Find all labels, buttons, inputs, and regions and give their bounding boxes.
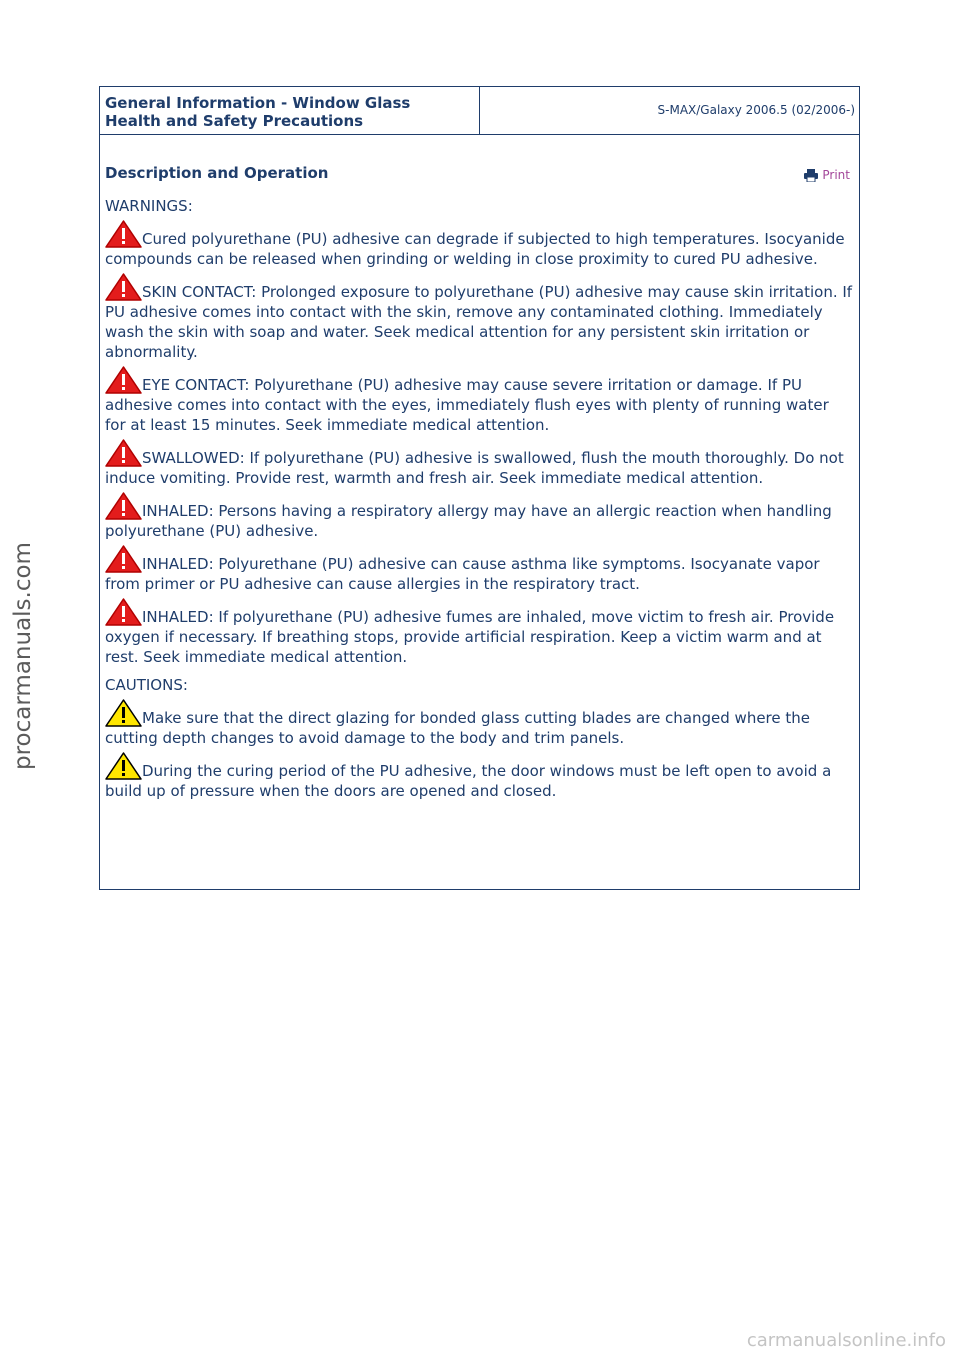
warning-item [105,229,854,269]
warning-red-icon [105,220,142,248]
warning-red-icon [105,366,142,394]
warning-text: Cured polyurethane (PU) adhesive can degrade if subjected to high temperatures. Isocyanide compounds can be released when grinding or welding in close proximity to cured PU adhesive. [105,230,845,268]
header [100,87,859,135]
warning-text: EYE CONTACT: Polyurethane (PU) adhesive may cause severe irritation or damage. If PU adhesive comes into contact with the eyes, immediately flush eyes with plenty of running water for at least 15 minutes. Seek immediate medical attention. [105,376,829,434]
warning-red-icon [105,439,142,467]
print-label: Print [822,168,850,182]
caution-text: During the curing period of the PU adhesive, the door windows must be left open to avoid a build up of pressure when the doors are opened and closed. [105,762,832,800]
printer-icon [804,169,818,182]
caution-yellow-icon [105,752,142,780]
warning-text: INHALED: Persons having a respiratory allergy may have an allergic reaction when handling polyurethane (PU) adhesive. [105,502,832,540]
warnings-list [105,229,854,667]
content [100,163,859,801]
caution-text: Make sure that the direct glazing for bonded glass cutting blades are changed where the cutting depth changes to avoid damage to the body and trim panels. [105,709,811,747]
warning-item [105,501,854,541]
warning-red-icon [105,545,142,573]
warning-red-icon [105,273,142,301]
model-label: S-MAX/Galaxy 2006.5 (02/2006-) [657,103,855,117]
print-button[interactable] [804,168,850,182]
caution-item [105,708,854,748]
watermark-bottom: carmanualsonline.info [746,1330,946,1351]
warning-item [105,375,854,435]
title-line-2: Health and Safety Precautions [105,112,364,130]
watermark-left: procarmanuals.com [10,542,36,770]
warning-text: SKIN CONTACT: Prolonged exposure to polyurethane (PU) adhesive may cause skin irritation. If PU adhesive comes into contact with the skin, remove any contaminated clothing. Immediately wash the skin with soap and water. Seek medical attention for any persistent skin irritation or abnormality. [105,283,853,361]
warning-item [105,607,854,667]
warnings-heading: WARNINGS: [105,197,193,215]
document-title [100,87,480,134]
warning-text: SWALLOWED: If polyurethane (PU) adhesive is swallowed, flush the mouth thoroughly. Do not induce vomiting. Provide rest, warmth and fresh air. Seek immediate medical attention. [105,449,844,487]
warning-red-icon [105,598,142,626]
warning-red-icon [105,492,142,520]
warning-item [105,448,854,488]
warning-item [105,282,854,362]
warning-item [105,554,854,594]
warning-text: INHALED: If polyurethane (PU) adhesive fumes are inhaled, move victim to fresh air. Provide oxygen if necessary. If breathing stops, provide artificial respiration. Keep a victim warm and at rest. Seek immediate medical attention. [105,608,835,666]
cautions-heading: CAUTIONS: [105,676,188,694]
warning-text: INHALED: Polyurethane (PU) adhesive can cause asthma like symptoms. Isocyanate vapor from primer or PU adhesive can cause allergies in the respiratory tract. [105,555,820,593]
document-frame [99,86,860,890]
caution-item [105,761,854,801]
caution-yellow-icon [105,699,142,727]
cautions-list [105,708,854,801]
title-line-1: General Information - Window Glass [105,94,411,112]
section-title: Description and Operation [105,164,329,182]
